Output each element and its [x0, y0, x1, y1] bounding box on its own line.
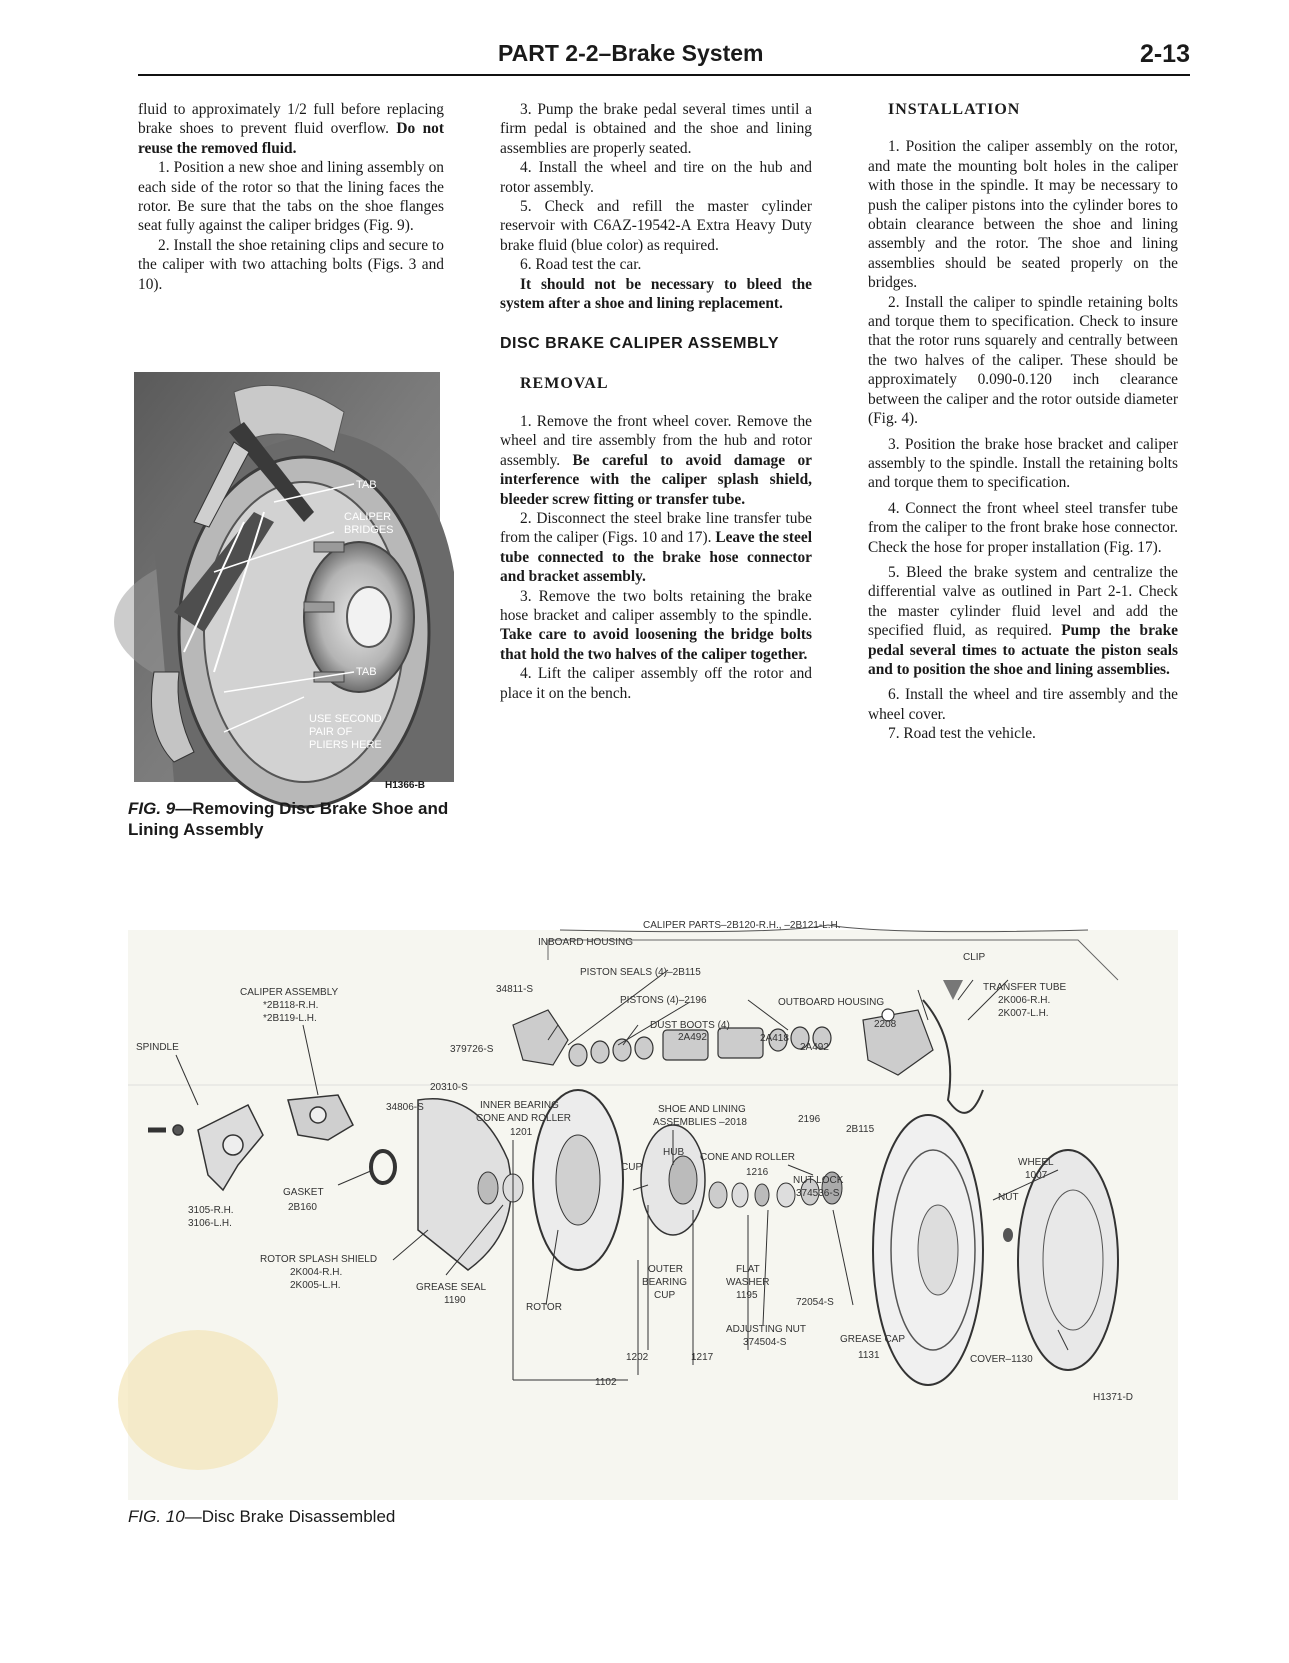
fig9-code: H1366-B [385, 780, 426, 791]
page-number: 2-13 [1139, 40, 1190, 68]
label-clip: CLIP [963, 952, 986, 963]
fig10-illustration [128, 920, 1178, 1500]
label-3106: 3106-L.H. [188, 1218, 232, 1229]
label-caliper-rh: *2B118-R.H. [263, 1000, 319, 1011]
label-gasket-num: 2B160 [288, 1202, 317, 1213]
label-inner-bearing-num: 1201 [510, 1127, 533, 1138]
label-cone-roller: CONE AND ROLLER [700, 1152, 796, 1163]
label-use-second: USE SECOND [309, 713, 382, 725]
label-caliper-parts: CALIPER PARTS–2B120-R.H., –2B121-L.H. [643, 920, 841, 931]
install-step-2: 2. Install the caliper to spindle retaining bolts and torque them to specification. Check to insure that the rotor runs squarely and centrally between the two halves of the caliper. These should be approximately 0.090-0.120 inch clearance between the caliper and the rotor outside diameter (Fig. 4). [868, 293, 1178, 428]
label-piston-seals: PISTON SEALS (4)–2B115 [580, 967, 701, 978]
caution-text: Take care to avoid loosening the bridge bolts that hold the two halves of the caliper together. [500, 626, 812, 663]
section-heading: DISC BRAKE CALIPER ASSEMBLY [500, 335, 780, 353]
label-grease-seal-num: 1190 [444, 1295, 466, 1306]
install-step-5 [868, 563, 1178, 679]
label-34811: 34811-S [496, 984, 534, 995]
label-caliper-assembly: CALIPER ASSEMBLY [240, 987, 339, 998]
install-step-1: 1. Position the caliper assembly on the rotor, and mate the mounting bolt holes in the caliper with those in the spindle. It may be necessary to push the caliper pistons into the cylinder bores to obtain clearance between the shoe and lining assembly and the rotor. The shoe and lining assemblies should be seated properly on the bridges. [868, 138, 1178, 292]
label-cup: CUP [621, 1162, 643, 1173]
step-6: 6. Road test the car. [520, 256, 642, 274]
label-shoe-lining-2: ASSEMBLIES –2018 [653, 1117, 747, 1128]
label-2196: 2196 [798, 1114, 821, 1125]
label-bridges: BRIDGES [344, 524, 394, 536]
label-transfer-lh: 2K007-L.H. [998, 1008, 1049, 1019]
fig9-caption-text: —Removing Disc Brake Shoe and Lining Assembly [128, 799, 449, 839]
label-caliper-lh: *2B119-L.H. [263, 1013, 317, 1024]
label-grease-seal: GREASE SEAL [416, 1282, 487, 1293]
label-pistons: PISTONS (4)–2196 [620, 995, 707, 1006]
label-adjusting-nut-num: 374504-S [743, 1337, 787, 1348]
label-flat-washer-1: FLAT [736, 1264, 760, 1275]
fig10-diagram [128, 920, 1178, 1500]
running-title: PART 2-2–Brake System [498, 40, 764, 66]
removal-step-2 [500, 509, 812, 587]
label-wheel-num: 1007 [1025, 1170, 1048, 1181]
label-nut-lock-num: 374536-S [796, 1188, 840, 1199]
column-left [138, 100, 444, 294]
label-2208: 2208 [874, 1019, 897, 1030]
fig10-caption [128, 1507, 395, 1527]
label-wheel: WHEEL [1018, 1157, 1054, 1168]
label-outer-bearing-1: OUTER [648, 1264, 683, 1275]
removal-step-3 [500, 587, 812, 665]
label-outer-bearing-3: CUP [654, 1290, 676, 1301]
label-2b115: 2B115 [846, 1124, 875, 1135]
installation-heading: INSTALLATION [888, 101, 1021, 118]
label-transfer-tube: TRANSFER TUBE [983, 982, 1067, 993]
label-transfer-rh: 2K006-R.H. [998, 995, 1051, 1006]
note-bleed: It should not be necessary to bleed the system after a shoe and lining replacement. [500, 275, 812, 313]
step-5: 5. Check and refill the master cylinder reservoir with C6AZ-19542-A Extra Heavy Duty brake fluid (blue color) as required. [500, 198, 812, 254]
label-3105: 3105-R.H. [188, 1205, 234, 1216]
removal-step-4: 4. Lift the caliper assembly off the rotor and place it on the bench. [500, 665, 812, 702]
label-outboard-housing: OUTBOARD HOUSING [778, 997, 885, 1008]
install-step-4: 4. Connect the front wheel steel transfer tube from the caliper to the front brake hose connector. Check the hose for proper installation (Fig. 17). [868, 499, 1178, 556]
label-inboard-housing: INBOARD HOUSING [538, 937, 634, 948]
label-adjusting-nut: ADJUSTING NUT [726, 1324, 806, 1335]
label-34806: 34806-S [386, 1102, 424, 1113]
caution-text: Leave the steel tube connected to the brake hose connector and bracket assembly. [500, 529, 812, 586]
label-1202: 1202 [626, 1352, 649, 1363]
text-run: 5. Bleed the brake system and centralize the differential valve as outlined in Part 2-1. Check the master cylinder fluid level and add the specified fluid, as required. [868, 563, 1178, 640]
label-flat-washer-num: 1195 [736, 1290, 758, 1301]
label-spindle: SPINDLE [136, 1042, 179, 1053]
label-tab-bottom: TAB [356, 666, 377, 678]
label-nut-lock: NUT LOCK [793, 1175, 844, 1186]
column-middle [500, 100, 812, 703]
label-379726: 379726-S [450, 1044, 494, 1055]
fig9-caption [128, 798, 458, 840]
column-right [868, 100, 1178, 744]
label-cone-roller-num: 1216 [746, 1167, 769, 1178]
label-1217: 1217 [691, 1352, 714, 1363]
label-grease-cap-num: 1131 [858, 1350, 880, 1361]
instruction-bold: Pump the brake pedal several times to actuate the piston seals and to position the shoe and lining assemblies. [868, 622, 1178, 678]
label-dust-boots-num: 2A492 [678, 1032, 707, 1043]
step-1: 1. Position a new shoe and lining assembly on each side of the rotor so that the lining faces the rotor. Be sure that the tabs on the shoe flanges seat fully against the caliper bridges (Fig. 9). [138, 159, 444, 235]
label-gasket: GASKET [283, 1187, 324, 1198]
warning-text: Do not reuse the removed fluid. [138, 120, 444, 157]
text-run: 2. Disconnect the steel brake line transfer tube from the caliper (Figs. 10 and 17). [500, 509, 812, 547]
label-splash-shield: ROTOR SPLASH SHIELD [260, 1254, 378, 1265]
label-pair-of: PAIR OF [309, 726, 353, 738]
fig9-illustration [134, 372, 440, 782]
label-2a492: 2A492 [800, 1042, 829, 1053]
label-2a418: 2A418 [760, 1033, 789, 1044]
label-splash-rh: 2K004-R.H. [290, 1267, 343, 1278]
install-step-7: 7. Road test the vehicle. [888, 725, 1036, 743]
fig9-photo [134, 372, 440, 782]
label-shoe-lining-1: SHOE AND LINING [658, 1104, 746, 1115]
install-step-6: 6. Install the wheel and tire assembly and the wheel cover. [868, 686, 1178, 723]
label-outer-bearing-2: BEARING [642, 1277, 688, 1288]
step-2: 2. Install the shoe retaining clips and secure to the caliper with two attaching bolts (Figs. 3 and 10). [138, 236, 444, 293]
label-caliper: CALIPER [344, 511, 392, 523]
label-nut: NUT [998, 1192, 1019, 1203]
label-tab-top: TAB [356, 479, 377, 491]
fig10-caption-text: —Disc Brake Disassembled [184, 1507, 396, 1526]
label-grease-cap: GREASE CAP [840, 1334, 906, 1345]
removal-heading: REMOVAL [520, 375, 609, 393]
label-splash-lh: 2K005-L.H. [290, 1280, 341, 1291]
fig10-code: H1371-D [1093, 1392, 1134, 1403]
page-header [138, 40, 1190, 76]
caution-text: Be careful to avoid damage or interference with the caliper splash shield, bleeder screw fitting or transfer tube. [500, 451, 812, 508]
text-run: fluid to approximately 1/2 full before replacing brake shoes to prevent fluid overflow. [138, 101, 444, 138]
label-cover: COVER–1130 [970, 1354, 1033, 1365]
label-rotor: ROTOR [526, 1302, 562, 1313]
step-4: 4. Install the wheel and tire on the hub and rotor assembly. [500, 159, 812, 196]
label-inner-bearing-2: CONE AND ROLLER [476, 1113, 572, 1124]
header-rule [138, 74, 1190, 76]
label-flat-washer-2: WASHER [726, 1277, 770, 1288]
label-1102: 1102 [595, 1377, 617, 1388]
step-3: 3. Pump the brake pedal several times until a firm pedal is obtained and the shoe and lining assemblies are properly seated. [500, 101, 812, 157]
install-step-3: 3. Position the brake hose bracket and caliper assembly to the spindle. Install the retaining bolts and torque them to specification. [868, 435, 1178, 492]
text-run: 3. Remove the two bolts retaining the brake hose bracket and caliper assembly to the spindle. [500, 587, 812, 624]
text-run: 1. Remove the front wheel cover. Remove the wheel and tire assembly from the hub and rotor assembly. [500, 412, 812, 469]
fig10-number: FIG. 10 [128, 1507, 185, 1526]
removal-step-1 [500, 412, 812, 509]
label-72054: 72054-S [796, 1297, 834, 1308]
label-hub: HUB [663, 1147, 685, 1158]
paragraph-fluid [138, 100, 444, 158]
fig9-number: FIG. 9 [128, 799, 176, 818]
label-inner-bearing-1: INNER BEARING [480, 1100, 559, 1111]
label-pliers-here: PLIERS HERE [309, 739, 382, 751]
label-20310: 20310-S [430, 1082, 468, 1093]
label-dust-boots: DUST BOOTS (4) [650, 1020, 730, 1031]
